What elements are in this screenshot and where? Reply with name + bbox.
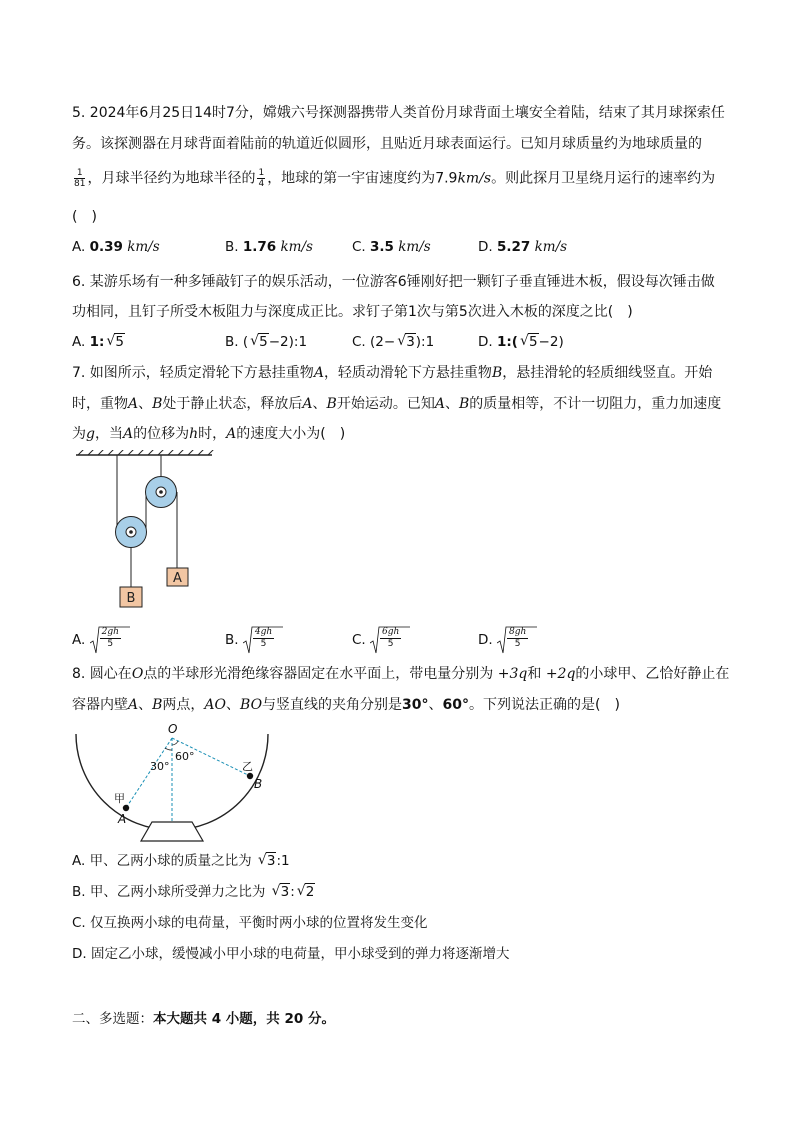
q6-option-d: D. 1:(√ 5−2) [478, 332, 564, 352]
q7-line1: 7. 如图所示，轻质定滑轮下方悬挂重物A，轻质动滑轮下方悬挂重物B，悬挂滑轮的轻质细线竖直。开始 [72, 365, 713, 381]
q7-option-d: D. $\frac{8gh}{5}$ [478, 625, 528, 655]
q8-option-c: C. 仅互换两小球的电荷量，平衡时两小球的位置将发生变化 [72, 915, 428, 931]
q5-option-c: C. 3.5 km/s [352, 239, 431, 255]
q8-option-a: A. 甲、乙两小球的质量之比为 √ 3:1 [72, 851, 290, 871]
label-yi: 乙 [242, 760, 253, 773]
q5-line1: 5. 2024年6月25日14时7分，嫦娥六号探测器携带人类首份月球背面土壤安全着陆，结束了其月球探索任 [72, 105, 725, 121]
section-2-heading: 二、多选题：本大题共 4 小题，共 20 分。 [72, 1011, 335, 1027]
label-30: 30° [150, 760, 170, 773]
hemisphere-diagram [70, 718, 275, 848]
q8-line1: 8. 圆心在O点的半球形光滑绝缘容器固定在水平面上，带电量分别为 +3q和 +2q的小球甲、乙恰好静止在 [72, 666, 730, 682]
label-o: O [168, 722, 178, 736]
label-60: 60° [175, 750, 195, 763]
q6-line2: 功相同，且钉子所受木板阻力与深度成正比。求钉子第1次与第5次进入木板的深度之比( ) [72, 304, 633, 320]
q6-line1: 6. 某游乐场有一种多锤敲钉子的娱乐活动，一位游客6锤刚好把一颗钉子垂直锤进木板，假设每次锤击做 [72, 274, 715, 290]
q7-line3: 为g，当A的位移为h时，A的速度大小为( ) [72, 426, 346, 442]
q5-line2: 务。该探测器在月球背面着陆前的轨道近似圆形，且贴近月球表面运行。已知月球质量约为地球质量的 [72, 136, 702, 152]
fraction-1-4: $\frac{1}{4}$ [258, 168, 265, 189]
pulley-diagram [74, 450, 219, 612]
angle-60-arc [172, 741, 178, 745]
q5-option-b: B. 1.76 km/s [225, 239, 313, 255]
q5-line4: ( ) [72, 209, 97, 225]
q7-option-c: C. $\frac{6gh}{5}$ [352, 625, 401, 655]
bowl-stand [141, 822, 203, 841]
q7-option-b: B. $\frac{4gh}{5}$ [225, 625, 274, 655]
q5-option-a: A. 0.39 km/s [72, 239, 160, 255]
q7-option-a: A. $\frac{2gh}{5}$ [72, 625, 121, 655]
angle-30-arc [165, 748, 172, 750]
q6-option-a: A. 1:√ 5 [72, 332, 125, 352]
label-a: A [118, 812, 127, 826]
q6-option-c: C. (2−√ 3):1 [352, 332, 434, 352]
q5-option-d: D. 5.27 km/s [478, 239, 568, 255]
q8-line2: 容器内壁A、B两点，AO、BO与竖直线的夹角分别是30°、60°。下列说法正确的是( ) [72, 697, 620, 713]
q6-option-b: B. (√ 5−2):1 [225, 332, 307, 352]
label-jia: 甲 [114, 792, 125, 805]
block-b-label: B [126, 591, 136, 606]
q7-line2: 时，重物A、B处于静止状态，释放后A、B开始运动。已知A、B的质量相等，不计一切阻力，重力加速度 [72, 396, 722, 412]
fraction-1-81: $\frac{1}{81}$ [74, 168, 86, 189]
ball-yi [247, 773, 253, 779]
block-a-label: A [173, 571, 182, 586]
ball-jia [123, 805, 129, 811]
q8-option-b: B. 甲、乙两小球所受弹力之比为 √ 3:√ 2 [72, 882, 315, 902]
q8-option-d: D. 固定乙小球，缓慢减小甲小球的电荷量，甲小球受到的弹力将逐渐增大 [72, 946, 510, 962]
q5-line3: $\frac{1}{81}$ ，月球半径约为地球半径的 $\frac{1}{4}$ ，地球的第一宇宙速度约为7.9km/s。则此探月卫星绕月运行的速率约为 [74, 168, 716, 189]
label-b: B [254, 777, 263, 791]
